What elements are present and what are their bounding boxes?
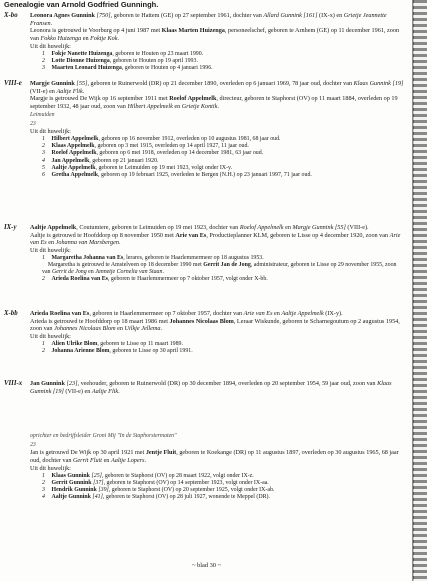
entry-line: Uit dit huwelijk: bbox=[30, 42, 71, 50]
entry-viii-e bbox=[4, 80, 404, 179]
child-item: 1 Fokje Nanette Huizenga, geboren te Houten op 23 maart 1990. bbox=[42, 50, 204, 57]
entry-body bbox=[30, 432, 404, 501]
child-item: 1 Hilbert Appelmelk, geboren op 16 november 1912, overleden op 10 augustus 1981, 68 jaar oud. bbox=[42, 135, 281, 142]
entry-body bbox=[30, 310, 404, 355]
child-item: 1 Margaretha Johanna van Es, lerares, geboren te Haarlemmermeer op 18 augustus 1953. Margaretha is getrouwd te Amstelveen op 18 december 1990 met Gerrit Jan de Jong, administrateur, geboren te Lisse op 29 november 1955, zoon van Gerrit de Jong en Jannetje Cornelia van Staan. bbox=[42, 254, 397, 276]
child-item: 5 Aaltje Appelmelk, geboren te Leimuiden op 19 mei 1923, volgt onder IX-y. bbox=[42, 164, 233, 171]
children-list bbox=[42, 341, 404, 355]
entry-body bbox=[30, 12, 404, 72]
child-item: 2 Lotte Dionne Huizenga, geboren te Houten op 19 april 1993. bbox=[42, 57, 198, 64]
entry-line: Arieda Roelina van Es, geboren te Haarlemmermeer op 7 oktober 1957, dochter van Arie van Es en Aaltje Appelmelk (IX-y). bbox=[30, 310, 343, 317]
entry-viii-x-marriage bbox=[4, 432, 404, 501]
entry-line: Leonora is getrouwd te Voorburg op 4 juni 1987 met Klaas Marten Huizenga, personeelschef, geboren te Arnhem (GE) op 11 december 1961, zoon van Fokko Huizenga en Foktje Kok. bbox=[30, 27, 400, 43]
entry-x-bo bbox=[4, 12, 404, 72]
generation-code: VIII-x bbox=[4, 380, 23, 387]
entry-line: Margje Gunnink [55], geboren te Ruinerwold (DR) op 21 december 1890, overleden op 6 januari 1969, 78 jaar oud, dochter van Klaas Gunnink [19] (VII-e) en Aaltje Flik. bbox=[30, 80, 404, 95]
children-list bbox=[42, 51, 404, 73]
entry-x-bb bbox=[4, 310, 404, 355]
entry-body bbox=[30, 224, 404, 284]
child-item: 1 Klaas Gunnink [25], geboren te Staphorst (OV) op 28 maart 1922, volgt onder IX-z. bbox=[42, 472, 254, 479]
entry-body bbox=[30, 380, 404, 395]
child-item: 2 Arieda Roelina van Es, geboren te Haarlemmermeer op 7 oktober 1957, volgt onder X-bb. bbox=[42, 276, 268, 283]
child-item: 3 Maarten Leonard Huizenga, geboren te Houten op 4 januari 1996. bbox=[42, 64, 213, 71]
child-item: 6 Gretha Appelmelk, geboren op 19 februari 1925, overleden te Bergen (N.H.) op 23 januari 1997, 71 jaar oud. bbox=[42, 171, 312, 178]
page-number: ~ blad 30 ~ bbox=[191, 562, 222, 569]
entry-line: Uit dit huwelijk: bbox=[30, 333, 71, 341]
entry-viii-x bbox=[4, 380, 404, 395]
entry-line: Arieda is getrouwd te Hoofddorp op 18 maart 1986 met Johannes Nicolaas Blom, Leraar Wiskunde, geboren te Scharnegoutum op 2 augustus 1954, zoon van Johannes Nicolaas Blom en Uilkje Jellema. bbox=[30, 317, 400, 333]
entry-line: Jan Gunnink [23], veehouder, geboren te Ruinerwold (DR) op 30 december 1894, overleden op 20 september 1954, 59 jaar oud, zoon van Klaas Gunnink [19] (VII-e) en Aaltje Flik. bbox=[30, 380, 392, 395]
child-item: 2 Klaas Appelmelk, geboren op 3 mei 1915, overleden op 14 april 1927, 11 jaar oud. bbox=[42, 143, 249, 150]
child-item: 1 Alien Ulrike Blom, geboren te Lisse op 11 maart 1989. bbox=[42, 340, 183, 347]
entry-line: Leimuiden 23 bbox=[30, 111, 55, 127]
generation-code: X-bb bbox=[4, 310, 18, 317]
entry-line: oprichter en bedrijfsleider Groni Mij "In de Staphorstermaten" 23 bbox=[30, 433, 177, 448]
entry-line: Jan is getrouwd De Wijk op 30 april 1921 met Jentje Fluit, geboren te Koekange (DR) op 11 augustus 1897, overleden op 30 augustus 1965, 68 jaar oud, dochter van Gerrit Fluit en Aaltje Lopers. bbox=[30, 449, 399, 465]
child-item: 4 Jan Appelmelk, geboren op 21 januari 1920. bbox=[42, 157, 159, 164]
child-item: 2 Gerrit Gunnink [37], geboren te Staphorst (OV) op 14 september 1923, volgt onder IX-aa. bbox=[42, 479, 269, 486]
children-list bbox=[42, 473, 404, 502]
entry-line: Aaltje Appelmelk, Coutumiere, geboren te Leimuiden op 19 mei 1923, dochter van Roelof Appelmelk en Margje Gunnink [55] (VIII-e). bbox=[30, 224, 369, 231]
children-list bbox=[42, 136, 404, 179]
entry-line: Aaltje is getrouwd te Hoofddorp op 8 november 1950 met Arie van Es, Productieplanner KLM, geboren te Lisse op 4 december 1920, zoon van Arie van Es en Johanna van Marsbergen. bbox=[30, 231, 401, 247]
entry-body bbox=[30, 80, 404, 179]
child-item: 3 Hendrik Gunnink [39], geboren te Staphorst (OV) op 20 september 1925, volgt onder IX-ab. bbox=[42, 486, 275, 493]
entry-ix-y bbox=[4, 224, 404, 284]
generation-code: IX-y bbox=[4, 224, 17, 231]
children-list bbox=[42, 255, 404, 284]
entry-line: Uit dit huwelijk: bbox=[30, 464, 71, 472]
child-item: 2 Johanna Arienne Blom, geboren te Lisse op 30 april 1991. bbox=[42, 348, 193, 355]
spiral-binding bbox=[413, 0, 427, 581]
generation-code: X-bo bbox=[4, 12, 18, 19]
entry-line: Uit dit huwelijk: bbox=[30, 247, 71, 255]
page-header: Genealogie van Arnold Godfried Gunningh. bbox=[4, 0, 159, 9]
entry-line: Uit dit huwelijk: bbox=[30, 128, 71, 136]
child-item: 4 Aaltje Gunnink [41], geboren te Staphorst (OV) op 28 juli 1927, wonende te Meppel (DR). bbox=[42, 494, 270, 501]
child-item: 3 Roelof Appelmelk, geboren op 6 mei 1918, overleden op 14 december 1981, 63 jaar oud. bbox=[42, 150, 264, 157]
entry-line: Margje is getrouwd De Wijk op 16 september 1911 met Roelof Appelmelk, directeur, geboren te Staphorst (OV) op 11 maart 1884, overleden op 19 september 1932, 48 jaar oud, zoon van Hilbert Appelmelk en Grietje Kontik. bbox=[30, 95, 398, 111]
entry-line: Leonora Agnes Gunnink [750], geboren te Hattem (GE) op 27 september 1961, dochter van Allard Gunnink [161] (IX-x) en Grietje Jeannette Fransen. bbox=[30, 12, 387, 27]
generation-code: VIII-e bbox=[4, 80, 22, 87]
